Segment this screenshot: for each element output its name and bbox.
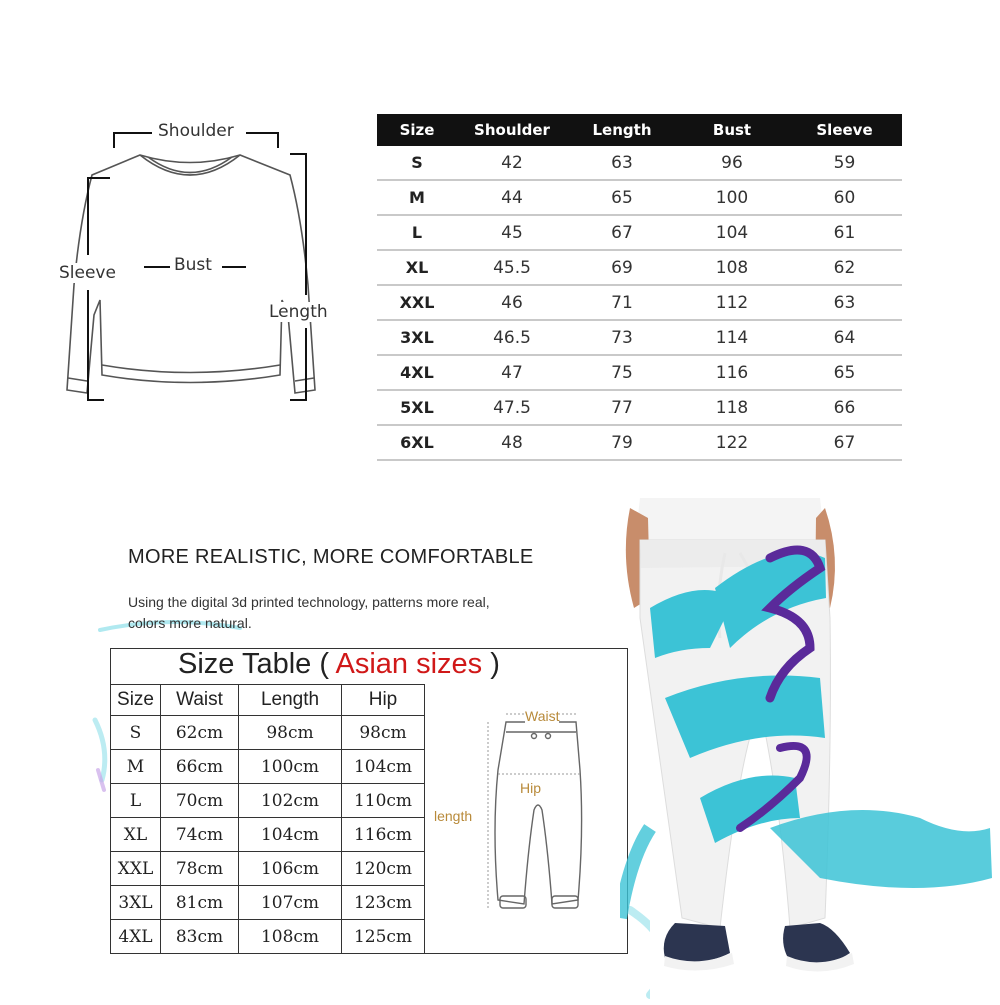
table-cell: 47 (457, 355, 567, 390)
table-cell: 104 (677, 215, 787, 250)
table-header-row (377, 114, 902, 146)
close-paren: ) (490, 648, 500, 680)
table-row (111, 852, 425, 886)
table-cell: 70cm (161, 784, 239, 818)
column-header-shoulder: Shoulder (457, 114, 567, 146)
table-row (111, 920, 425, 954)
table-cell: 48 (457, 425, 567, 460)
table-cell: 114 (677, 320, 787, 355)
table-cell: 63 (787, 285, 902, 320)
table-row (377, 215, 902, 250)
table-row (377, 146, 902, 180)
size-cell: 3XL (377, 320, 457, 355)
table-cell: 45.5 (457, 250, 567, 285)
size-cell: XXL (377, 285, 457, 320)
table-row (377, 180, 902, 215)
table-cell: 108cm (239, 920, 342, 954)
table-cell: 122 (677, 425, 787, 460)
waist-label: Waist (525, 708, 560, 724)
column-header-size: Size (377, 114, 457, 146)
column-header-hip: Hip (342, 685, 425, 716)
size-cell: XL (111, 818, 161, 852)
sweater-size-table (377, 114, 902, 461)
length-label: Length (269, 302, 328, 322)
table-cell: 123cm (342, 886, 425, 920)
size-cell: M (377, 180, 457, 215)
table-cell: 62cm (161, 716, 239, 750)
table-row (111, 716, 425, 750)
sweater-diagram (40, 100, 340, 430)
open-paren: ( (319, 648, 330, 680)
table-row (377, 390, 902, 425)
table-cell: 104cm (239, 818, 342, 852)
size-cell: 6XL (377, 425, 457, 460)
column-header-sleeve: Sleeve (787, 114, 902, 146)
table-cell: 120cm (342, 852, 425, 886)
promo-description-line-1: Using the digital 3d printed technology, patterns more real, (128, 594, 490, 610)
promo-headline: MORE REALISTIC, MORE COMFORTABLE (128, 546, 534, 568)
table-row (377, 425, 902, 460)
table-row (111, 784, 425, 818)
size-cell: 5XL (377, 390, 457, 425)
table-cell: 125cm (342, 920, 425, 954)
table-cell: 67 (567, 215, 677, 250)
column-header-size: Size (111, 685, 161, 716)
table-row (111, 886, 425, 920)
size-cell: L (377, 215, 457, 250)
size-table-title-group (178, 648, 500, 681)
size-cell: 4XL (377, 355, 457, 390)
table-cell: 77 (567, 390, 677, 425)
column-header-bust: Bust (677, 114, 787, 146)
table-cell: 42 (457, 146, 567, 180)
jogger-pants-illustration (620, 498, 1000, 1000)
table-cell: 79 (567, 425, 677, 460)
promo-description-line-2: colors more natural. (128, 615, 252, 631)
table-cell: 46.5 (457, 320, 567, 355)
column-header-length: Length (239, 685, 342, 716)
size-cell: XXL (111, 852, 161, 886)
table-cell: 78cm (161, 852, 239, 886)
table-row (111, 818, 425, 852)
table-cell: 61 (787, 215, 902, 250)
table-cell: 59 (787, 146, 902, 180)
table-row (377, 285, 902, 320)
table-cell: 110cm (342, 784, 425, 818)
table-cell: 65 (567, 180, 677, 215)
size-cell: S (377, 146, 457, 180)
hip-label: Hip (520, 780, 542, 796)
table-cell: 100cm (239, 750, 342, 784)
table-cell: 116cm (342, 818, 425, 852)
table-cell: 116 (677, 355, 787, 390)
table-cell: 106cm (239, 852, 342, 886)
table-cell: 46 (457, 285, 567, 320)
table-cell: 100 (677, 180, 787, 215)
size-cell: 3XL (111, 886, 161, 920)
asian-sizes-note: Asian sizes (335, 648, 483, 680)
table-cell: 98cm (342, 716, 425, 750)
table-cell: 71 (567, 285, 677, 320)
table-cell: 45 (457, 215, 567, 250)
table-row (111, 750, 425, 784)
table-cell: 63 (567, 146, 677, 180)
table-header-row (111, 685, 425, 716)
table-cell: 47.5 (457, 390, 567, 425)
size-cell: L (111, 784, 161, 818)
table-cell: 107cm (239, 886, 342, 920)
size-cell: 4XL (111, 920, 161, 954)
table-cell: 75 (567, 355, 677, 390)
column-header-length: Length (567, 114, 677, 146)
table-cell: 104cm (342, 750, 425, 784)
table-cell: 108 (677, 250, 787, 285)
table-cell: 69 (567, 250, 677, 285)
size-table-title (110, 648, 628, 684)
table-cell: 60 (787, 180, 902, 215)
bust-label: Bust (174, 255, 212, 275)
table-cell: 81cm (161, 886, 239, 920)
size-cell: XL (377, 250, 457, 285)
table-cell: 96 (677, 146, 787, 180)
length-label: length (434, 808, 473, 824)
table-cell: 64 (787, 320, 902, 355)
pants-size-table (110, 684, 425, 954)
table-cell: 65 (787, 355, 902, 390)
promo-description (128, 592, 598, 634)
table-cell: 102cm (239, 784, 342, 818)
table-cell: 118 (677, 390, 787, 425)
pants-diagram (428, 700, 588, 930)
size-cell: S (111, 716, 161, 750)
size-cell: M (111, 750, 161, 784)
table-row (377, 320, 902, 355)
table-row (377, 355, 902, 390)
table-cell: 66 (787, 390, 902, 425)
column-header-waist: Waist (161, 685, 239, 716)
table-cell: 67 (787, 425, 902, 460)
size-table-title-text: Size Table (178, 648, 312, 680)
table-cell: 62 (787, 250, 902, 285)
table-cell: 44 (457, 180, 567, 215)
table-cell: 74cm (161, 818, 239, 852)
table-row (377, 250, 902, 285)
sleeve-label: Sleeve (59, 263, 116, 283)
table-cell: 98cm (239, 716, 342, 750)
pants-product-photo (620, 498, 1000, 1000)
table-cell: 112 (677, 285, 787, 320)
table-cell: 66cm (161, 750, 239, 784)
table-cell: 73 (567, 320, 677, 355)
table-cell: 83cm (161, 920, 239, 954)
shoulder-label: Shoulder (158, 121, 234, 141)
